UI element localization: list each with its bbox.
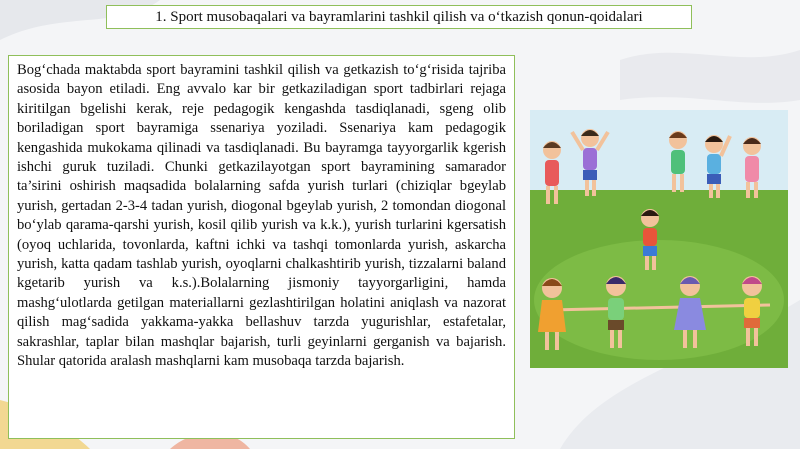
- children-playing-illustration: [530, 110, 788, 368]
- body-paragraph: Bog‘chada maktabda sport bayramini tashkil qilish va getkazish to‘g‘risida tajriba asosida bayon etiladi. Eng avvalo kar bir getkaziladigan sport tadbirlari rejaga kiritilgan bgelishi kerak, reje pedagogik kengashda tasdiqlanadi, sgeng olib boriladigan sport bayramiga ssenariya yoziladi. Ssenariya kam pedagogik kengashida mukokama qilinadi va tasdiqlanadi. Bu bayramga tayyorgarlik kgerish ishchi guruk tuziladi. Chunki getkazilayotgan sport bayramining samarador ta’sirini oshirish maqsadida bolalarning safda yurish turlari (chiziqlar bgeylab yurish, gertadan 2-3-4 tadan yurish, diogonal bgeylab yurish, 2 tomondan diogonal bo‘ylab qarama-qarshi yurish, kosil qilib yurish va k.k.), yurish turlarini kgersatish (oyoq uchlarida, tovonlarda, kaftni ichki va tashqi tomonlarda yurish, askarcha yurish, katta qadam tashlab yurish, oyoqlarni chalkashtirib yurish, tizzalarni baland kgetarib yurish va k.s.).Bolalarning jismoniy tayyorgarligini, hamda mashg‘ulotlarda getilgan materiallarni gezlashtirilgan holatini aniqlash va nazorat qilish mag‘sadida yakkama-yakka bellashuv tarzda yugurishlar, estafetalar, sakrashlar, taplar bilan mashqlar bajarish, turli geyinlarni gerganish va bajarish. Shular qatorida aralash mashqlarni kam musobaqa tarzda bajarish.: [17, 62, 506, 370]
- slide-title: [106, 5, 692, 29]
- body-text-box: [8, 55, 515, 439]
- slide-title-text: 1. Sport musobaqalari va bayramlarini tashkil qilish va o‘tkazish qonun-qoidalari: [155, 8, 643, 25]
